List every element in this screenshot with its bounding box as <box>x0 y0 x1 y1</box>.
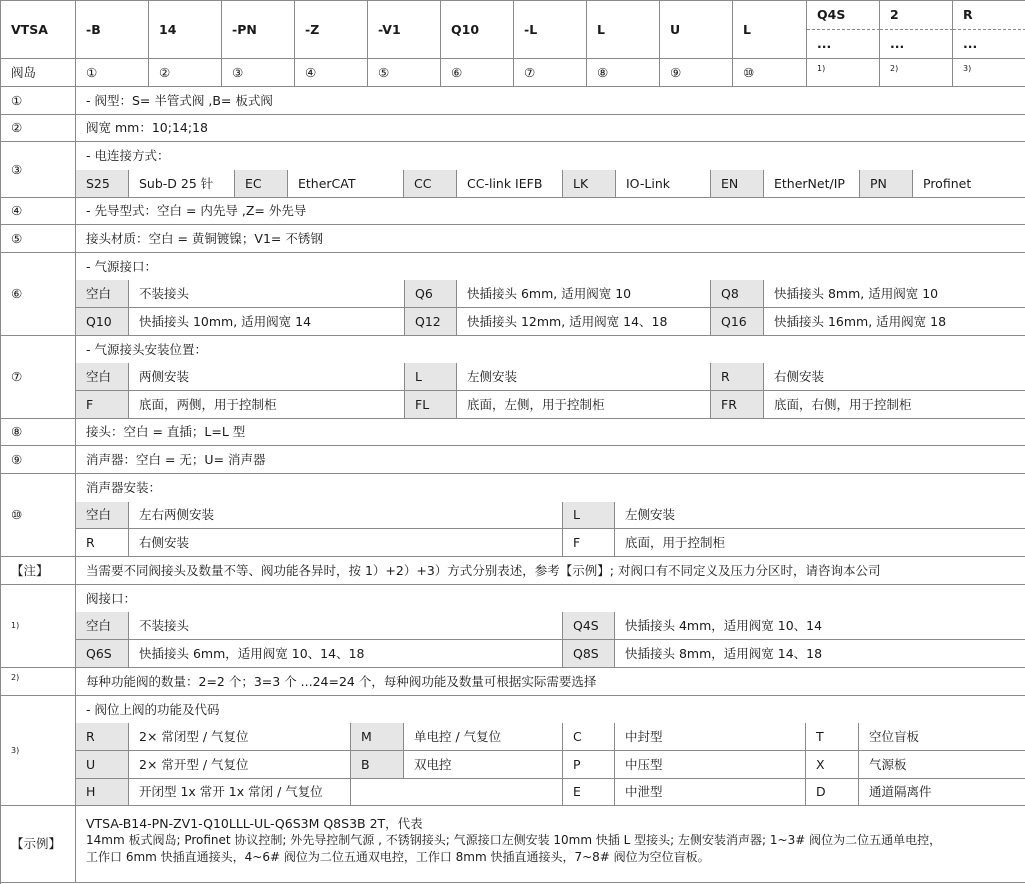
row-label-4: ④ <box>1 198 76 225</box>
function-desc: 单电控 / 气复位 <box>404 723 563 751</box>
silencer-mount-code: L <box>563 502 615 529</box>
material-desc: 接头材质：空白 = 黄铜镀镍；V1= 不锈钢 <box>76 225 1025 253</box>
air-supply-code: Q16 <box>711 308 764 336</box>
function-code: X <box>806 751 859 779</box>
label-10: ⑩ <box>733 59 807 87</box>
air-supply-code: Q6 <box>405 280 457 308</box>
supply-position-desc: 底面，两侧，用于控制柜 <box>129 391 405 419</box>
row-label-10: ⑩ <box>1 474 76 557</box>
function-code: E <box>563 779 615 806</box>
silencer-mount-code: R <box>76 529 129 557</box>
port-desc: 快插接头 4mm，适用阀宽 10、14 <box>615 612 1025 640</box>
air-supply-desc: 快插接头 16mm, 适用阀宽 18 <box>764 308 1025 336</box>
electrical-desc: EtherNet/IP <box>764 170 860 198</box>
function-desc: 2× 常开型 / 气复位 <box>129 751 351 779</box>
port-desc: 快插接头 6mm，适用阀宽 10、14、18 <box>129 640 563 668</box>
electrical-code: EN <box>711 170 764 198</box>
note-label: 【注】 <box>1 557 76 585</box>
port-code: Q8S <box>563 640 615 668</box>
supply-position-desc: 底面，右侧，用于控制柜 <box>764 391 1025 419</box>
code-air-supply: Q10 <box>441 1 514 59</box>
port-desc: 不装接头 <box>129 612 563 640</box>
function-title: - 阀位上阀的功能及代码 <box>76 696 1025 723</box>
example-line: 工作口 6mm 快插直通接头，4~6# 阀位为二位五通双电控，工作口 8mm 快插直通接头，7~8# 阀位为空位盲板。 <box>86 850 710 864</box>
code-quantity: 2 <box>880 1 953 30</box>
code-material: -V1 <box>368 1 441 59</box>
air-supply-desc: 快插接头 8mm, 适用阀宽 10 <box>764 280 1025 308</box>
example-line: 14mm 板式阀岛; Profinet 协议控制; 外先导控制气源 , 不锈钢接头; 气源接口左侧安装 10mm 快插 L 型接头; 左侧安装消声器; 1~3# 阀位为二位五通单电控， <box>86 833 942 847</box>
example-label: 【示例】 <box>1 806 76 883</box>
note-2-label: 2) <box>1 668 76 696</box>
supply-position-desc: 两侧安装 <box>129 363 405 391</box>
connector-desc: 接头：空白 = 直插；L=L 型 <box>76 419 1025 446</box>
electrical-code: LK <box>563 170 616 198</box>
silencer-mount-title: 消声器安装： <box>76 474 1025 502</box>
port-desc: 快插接头 8mm，适用阀宽 14、18 <box>615 640 1025 668</box>
function-code: T <box>806 723 859 751</box>
label-6: ⑥ <box>441 59 514 87</box>
code-quantity-more: ... <box>880 30 953 59</box>
code-valve-width: 14 <box>149 1 222 59</box>
electrical-desc: CC-link IEFB <box>457 170 563 198</box>
port-title: 阀接口： <box>76 585 1025 612</box>
label-1: ① <box>76 59 149 87</box>
silencer-mount-code: 空白 <box>76 502 129 529</box>
function-code: H <box>76 779 129 806</box>
function-desc: 中封型 <box>615 723 806 751</box>
electrical-desc: Profinet <box>913 170 1025 198</box>
label-4: ④ <box>295 59 368 87</box>
supply-position-desc: 左侧安装 <box>457 363 711 391</box>
code-pilot: -Z <box>295 1 368 59</box>
row-label-5: ⑤ <box>1 225 76 253</box>
valve-width-desc: 阀宽 mm：10;14;18 <box>76 115 1025 142</box>
quantity-desc: 每种功能阀的数量：2=2 个；3=3 个 ...24=24 个，每种阀功能及数量可根据实际需要选择 <box>76 668 1025 696</box>
function-desc: 通道隔离件 <box>859 779 1025 806</box>
supply-position-code: L <box>405 363 457 391</box>
function-code: M <box>351 723 404 751</box>
label-8: ⑧ <box>587 59 660 87</box>
function-code: B <box>351 751 404 779</box>
row-label-9: ⑨ <box>1 446 76 474</box>
code-function: R <box>953 1 1025 30</box>
air-supply-code: Q12 <box>405 308 457 336</box>
function-empty <box>351 779 563 806</box>
function-code: P <box>563 751 615 779</box>
air-supply-code: Q8 <box>711 280 764 308</box>
silencer-mount-desc: 左右两侧安装 <box>129 502 563 529</box>
code-ports-more: ... <box>807 30 880 59</box>
function-code: R <box>76 723 129 751</box>
function-desc: 中泄型 <box>615 779 806 806</box>
function-desc: 空位盲板 <box>859 723 1025 751</box>
electrical-code: EC <box>235 170 288 198</box>
note-text: 当需要不同阀接头及数量不等、阀功能各异时，按 1）+2）+3）方式分别表述，参考【示例】; 对阀口有不同定义及压力分区时，请咨询本公司 <box>76 557 1025 585</box>
electrical-title: - 电连接方式： <box>76 142 1025 170</box>
air-supply-desc: 快插接头 10mm, 适用阀宽 14 <box>129 308 405 336</box>
code-electrical: -PN <box>222 1 295 59</box>
label-3: ③ <box>222 59 295 87</box>
supply-position-desc: 右侧安装 <box>764 363 1025 391</box>
supply-position-code: F <box>76 391 129 419</box>
electrical-code: S25 <box>76 170 129 198</box>
electrical-desc: EtherCAT <box>288 170 404 198</box>
silencer-mount-desc: 左侧安装 <box>615 502 1025 529</box>
note-1-label: 1) <box>1 585 76 668</box>
function-desc: 双电控 <box>404 751 563 779</box>
function-desc: 中压型 <box>615 751 806 779</box>
air-supply-desc: 不装接头 <box>129 280 405 308</box>
electrical-desc: IO-Link <box>616 170 711 198</box>
function-desc: 2× 常闭型 / 气复位 <box>129 723 351 751</box>
electrical-desc: Sub-D 25 针 <box>129 170 235 198</box>
example-line: VTSA-B14-PN-ZV1-Q10LLL-UL-Q6S3M Q8S3B 2T，代表 <box>86 816 423 831</box>
code-function-more: ... <box>953 30 1025 59</box>
air-supply-code: 空白 <box>76 280 129 308</box>
valve-type-desc: - 阀型：S= 半管式阀 ,B= 板式阀 <box>76 87 1025 115</box>
code-ports: Q4S <box>807 1 880 30</box>
label-5: ⑤ <box>368 59 441 87</box>
code-silencer-mount: L <box>733 1 807 59</box>
air-supply-title: - 气源接口： <box>76 253 1025 280</box>
supply-position-code: R <box>711 363 764 391</box>
air-supply-code: Q10 <box>76 308 129 336</box>
supply-position-code: 空白 <box>76 363 129 391</box>
function-code: U <box>76 751 129 779</box>
label-2: ② <box>149 59 222 87</box>
air-supply-desc: 快插接头 12mm, 适用阀宽 14、18 <box>457 308 711 336</box>
note-3-label: 3) <box>1 696 76 806</box>
supply-position-title: - 气源接头安装位置： <box>76 336 1025 363</box>
label-7: ⑦ <box>514 59 587 87</box>
port-code: Q4S <box>563 612 615 640</box>
electrical-code: PN <box>860 170 913 198</box>
row-label-2: ② <box>1 115 76 142</box>
function-desc: 开闭型 1x 常开 1x 常闭 / 气复位 <box>129 779 351 806</box>
function-desc: 气源板 <box>859 751 1025 779</box>
silencer-mount-desc: 底面，用于控制柜 <box>615 529 1025 557</box>
label-note-3: 3) <box>953 59 1025 87</box>
example-cell <box>76 806 1025 883</box>
port-code: Q6S <box>76 640 129 668</box>
electrical-code: CC <box>404 170 457 198</box>
label-9: ⑨ <box>660 59 733 87</box>
silencer-mount-desc: 右侧安装 <box>129 529 563 557</box>
supply-position-code: FL <box>405 391 457 419</box>
function-code: D <box>806 779 859 806</box>
code-supply-position: -L <box>514 1 587 59</box>
pilot-desc: - 先导型式：空白 = 内先导 ,Z= 外先导 <box>76 198 1025 225</box>
row-label-6: ⑥ <box>1 253 76 336</box>
air-supply-desc: 快插接头 6mm, 适用阀宽 10 <box>457 280 711 308</box>
row-label-7: ⑦ <box>1 336 76 419</box>
row-label-8: ⑧ <box>1 419 76 446</box>
label-note-2: 2) <box>880 59 953 87</box>
function-code: C <box>563 723 615 751</box>
label-note-1: 1) <box>807 59 880 87</box>
port-code: 空白 <box>76 612 129 640</box>
silencer-desc: 消声器：空白 = 无；U= 消声器 <box>76 446 1025 474</box>
label-valve-island: 阀岛 <box>1 59 76 87</box>
code-connector: L <box>587 1 660 59</box>
silencer-mount-code: F <box>563 529 615 557</box>
row-label-1: ① <box>1 87 76 115</box>
row-label-3: ③ <box>1 142 76 198</box>
code-vtsa: VTSA <box>1 1 76 59</box>
code-valve-type: -B <box>76 1 149 59</box>
supply-position-code: FR <box>711 391 764 419</box>
supply-position-desc: 底面，左侧，用于控制柜 <box>457 391 711 419</box>
code-silencer: U <box>660 1 733 59</box>
